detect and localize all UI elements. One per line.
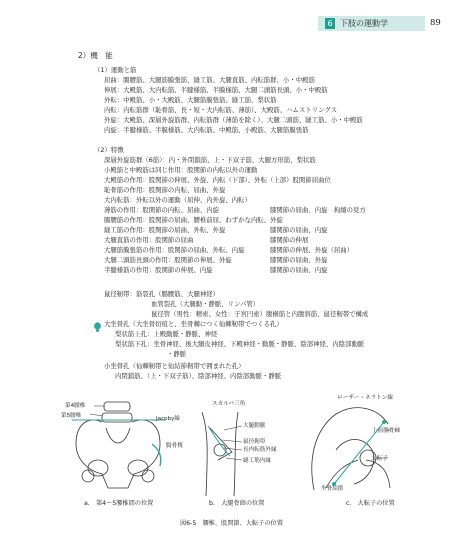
muscle-row-hip: 大腿直筋の作用：股関節の屈曲 xyxy=(104,236,194,244)
muscle-row-knee: 膝関節の伸展 xyxy=(270,236,309,244)
muscle-row-hip: 大腿二頭筋長頭の作用：股関節の伸展、外旋 xyxy=(104,256,232,264)
section-title: 2）機 能 xyxy=(78,51,113,60)
muscle-row-knee: 膝関節の屈曲、内旋 拘縮の見方 xyxy=(270,206,366,214)
label-scarpa: スカルパ三角 xyxy=(212,401,246,407)
movement-line: 内転：内転筋群（恥骨筋、長・短・大内転筋、薄筋）、大殿筋、ハムストリングス xyxy=(104,106,338,114)
movement-line: 内旋：半腱様筋、半膜様筋、大内転筋、中殿筋、小殿筋、大腿筋膜張筋 xyxy=(104,126,309,134)
label-femoral-artery: 大腿動脈 xyxy=(243,423,266,429)
label-ilium: 腸骨稜 xyxy=(166,443,183,449)
anatomy-line: 小坐骨孔（仙棘靭帯と仙結節靭帯で囲まれた孔） xyxy=(104,362,245,370)
feature-line: 恥骨筋の作用：股関節の内転、屈曲、外旋 xyxy=(104,186,226,194)
chapter-number-badge: 6 xyxy=(325,18,335,29)
anatomy-line: 血管裂孔（大腿動・静脈、リンパ管） xyxy=(151,300,260,308)
anatomy-line: 鼠径管（男性：精索、女性：子宮円索）腹横筋と内腹斜筋、鼠径靭帯で構成 xyxy=(151,310,369,318)
muscle-row-hip: 腸腰筋の作用：股関節の屈曲、腰椎前屈、わずかな内転、外旋 xyxy=(104,216,283,224)
feature-line: 小殿筋と中殿筋は同じ作用：股関節の内転以外の運動 xyxy=(104,166,258,174)
muscle-row-knee: 膝関節の屈曲、内旋 xyxy=(270,226,328,234)
anatomy-line: 梨状筋上孔：上殿動脈・静脈、神経 xyxy=(115,330,218,338)
label-inguinal-ligament: 鼠径靭帯 xyxy=(243,439,266,445)
anatomy-line: 内閉鎖筋、（上・下双子筋）、陰部神経、内陰部動脈・静脈 xyxy=(115,372,282,380)
page-number: 89 xyxy=(430,18,441,28)
caption-a: a. 第4〜5腰椎間の位置 xyxy=(84,500,154,507)
anatomy-line: 鼠径靭帯：筋裂孔（腸腰筋、大腿神経） xyxy=(104,290,220,298)
label-ischial-tuberosity: 坐骨結節 xyxy=(321,486,344,492)
feature-line: 大内転筋：外転以外の運動（屈伸、内外旋、内転） xyxy=(104,196,251,204)
muscle-row-hip: 薄筋の作用：股関節の内転、屈曲、内旋 xyxy=(104,206,220,214)
movement-line: 外旋：大殿筋、深層外旋筋群、内転筋群（薄筋を除く）、大腿二頭筋、縫工筋、小・中殿筋 xyxy=(104,116,363,124)
label-l4: 第4腰椎 xyxy=(65,403,86,409)
caption-b: b. 大腿骨頭の位置 xyxy=(209,500,265,507)
muscle-row-knee: 膝関節の屈曲、内旋 xyxy=(270,266,328,274)
anatomy-line: 大坐骨孔（大坐骨切痕と、坐骨棘につく仙棘靭帯でつくる孔） xyxy=(104,320,283,328)
figure-title: 図6-5 腰椎、股関節、大転子の位置 xyxy=(180,520,283,527)
subsection-title-movement: （1）運動と筋 xyxy=(94,66,137,74)
muscle-row-hip: 大腿筋膜張筋の作用：股関節の屈曲、外転、内旋 xyxy=(104,246,245,254)
label-sartorius: 縫工筋内縁 xyxy=(243,458,271,464)
label-l5: 第5腰椎 xyxy=(61,413,82,419)
muscle-row-hip: 縫工筋の作用：股関節の屈曲、外転、外旋 xyxy=(104,226,226,234)
label-roser-nelaton: ローザー・ネラトン線 xyxy=(337,395,393,401)
anatomy-line: 梨状筋下孔：坐骨神経、後大腿皮神経、下殿神経・動脈・静脈、陰部神経、内陰部動脈 xyxy=(115,340,365,348)
chapter-title: 下肢の運動学 xyxy=(340,19,388,28)
anatomy-line: ・静脈 xyxy=(167,350,187,358)
subsection-title-features: （2）特徴 xyxy=(94,146,124,154)
muscle-row-knee: 膝関節の屈曲、外旋 xyxy=(270,256,328,264)
movement-line: 伸展：大殿筋、大内転筋、半腱様筋、半膜様筋、大腿二頭筋長頭、小・中殿筋 xyxy=(104,86,328,94)
feature-line: 深層外旋筋群（6筋）：内・外閉鎖筋、上・下双子筋、大腿方形筋、梨状筋 xyxy=(104,156,316,164)
muscle-row-knee: 膝関節の伸展、外旋（屈曲） xyxy=(270,246,354,254)
label-jacoby: Jacoby線 xyxy=(156,416,181,422)
movement-line: 屈曲：腸腰筋、大腿筋膜張筋、縫工筋、大腿直筋、内転筋群、小・中殿筋 xyxy=(104,76,315,84)
caption-c: c. 大転子の位置 xyxy=(346,500,395,507)
movement-line: 外転：中殿筋、小・大殿筋、大腿筋膜張筋、縫工筋、梨状筋 xyxy=(104,96,277,104)
label-adductor-longus: 長内転筋外縁 xyxy=(243,447,277,453)
hint-icon xyxy=(93,318,102,337)
feature-line: 大殿筋の作用：股関節の伸展、外旋、内転（下部）、外転（上部）股関節屈曲位 xyxy=(104,176,331,184)
label-greater-trochanter: 大転子 xyxy=(371,456,388,462)
figure-a-pelvis xyxy=(68,396,180,500)
label-asis: 上前腸骨棘 xyxy=(372,428,400,434)
muscle-row-hip: 半腱様筋の作用：股関節の伸展、内旋 xyxy=(104,266,213,274)
